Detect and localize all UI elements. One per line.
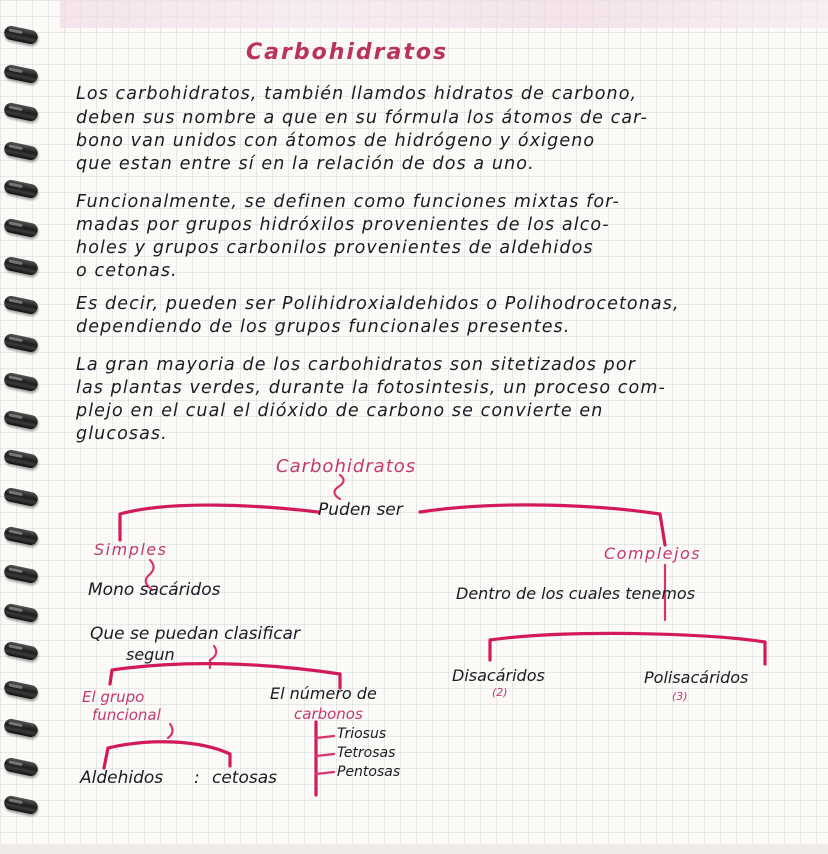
triosas-label: Triosus <box>337 726 387 742</box>
page-title: Carbohidratos <box>246 40 449 65</box>
branch-left <box>120 505 318 540</box>
text-line: glucosas. <box>76 424 168 444</box>
text-line: La gran mayoria de los carbohidratos son sitetizados por <box>76 355 636 375</box>
disacaridos-num: (2) <box>492 686 508 699</box>
spiral-ring <box>3 256 39 277</box>
spiral-binding <box>0 0 52 854</box>
top-color-band <box>60 0 828 28</box>
clasificar-label: Que se puedan clasificar <box>90 624 300 644</box>
carbonos-ticks <box>316 736 334 774</box>
spiral-ring <box>3 525 39 546</box>
complejos-label: Complejos <box>604 544 702 563</box>
tetrosas-label: Tetrosas <box>337 745 396 761</box>
spiral-ring <box>3 756 39 777</box>
polisacaridos-num: (3) <box>672 690 688 703</box>
connector-label: Puden ser <box>318 500 403 520</box>
grupo-label: El grupo <box>82 688 145 706</box>
spiral-ring <box>3 410 39 431</box>
spiral-ring <box>3 217 39 238</box>
spiral-ring <box>3 179 39 200</box>
disacaridos-label: Disacáridos <box>452 666 545 685</box>
spiral-ring <box>3 679 39 700</box>
bottom-edge <box>0 844 828 854</box>
segun-connector <box>210 646 216 668</box>
spiral-ring <box>3 795 39 816</box>
spiral-ring <box>3 102 39 123</box>
spiral-ring <box>3 641 39 662</box>
branch-right <box>420 505 665 545</box>
funcional-label: funcional <box>92 706 161 724</box>
funcional-branch <box>104 742 230 768</box>
spiral-ring <box>3 140 39 161</box>
spiral-ring <box>3 63 39 84</box>
pentosas-label: Pentosas <box>337 764 401 780</box>
text-line: bono van unidos con átomos de hidrógeno y óxigeno <box>76 131 596 151</box>
funcional-connector <box>168 724 173 738</box>
text-line: Es decir, pueden ser Polihidroxialdehidos o Polihodrocetonas, <box>76 294 680 314</box>
text-line: deben sus nombre a que en su fórmula los átomos de car- <box>76 108 648 128</box>
dentro-label: Dentro de los cuales tenemos <box>456 584 696 603</box>
spiral-ring <box>3 294 39 315</box>
spiral-ring <box>3 487 39 508</box>
spiral-ring <box>3 371 39 392</box>
func-separator: : <box>194 768 200 788</box>
segun-label: segun <box>126 645 175 664</box>
numero-label: El número de <box>270 684 377 703</box>
diagram-root-label: Carbohidratos <box>276 456 417 477</box>
text-line: o cetonas. <box>76 261 178 281</box>
text-line: dependiendo de los grupos funcionales presentes. <box>76 317 571 337</box>
spiral-ring <box>3 564 39 585</box>
root-connector <box>334 475 343 499</box>
cetosas-label: cetosas <box>212 768 278 788</box>
text-line: plejo en el cual el dióxido de carbono se convierte en <box>76 401 604 421</box>
simples-label: Simples <box>94 540 168 559</box>
complejos-branch <box>490 633 765 664</box>
carbonos-label: carbonos <box>294 705 363 723</box>
spiral-ring <box>3 25 39 46</box>
spiral-ring <box>3 718 39 739</box>
text-line: Funcionalmente, se definen como funciones mixtas for- <box>76 192 620 212</box>
monosacaridos-label: Mono sacáridos <box>88 580 221 600</box>
text-line: Los carbohidratos, también llamdos hidratos de carbono, <box>76 84 638 104</box>
spiral-ring <box>3 602 39 623</box>
spiral-ring <box>3 448 39 469</box>
polisacaridos-label: Polisacáridos <box>644 668 749 687</box>
aldehidos-label: Aldehidos <box>80 768 164 788</box>
text-line: las plantas verdes, durante la fotosintesis, un proceso com- <box>76 378 666 398</box>
text-line: que estan entre sí en la relación de dos a uno. <box>76 154 535 174</box>
spiral-ring <box>3 333 39 354</box>
text-line: madas por grupos hidróxilos provenientes de los alco- <box>76 215 610 235</box>
text-line: holes y grupos carbonilos provenientes de aldehidos <box>76 238 594 258</box>
